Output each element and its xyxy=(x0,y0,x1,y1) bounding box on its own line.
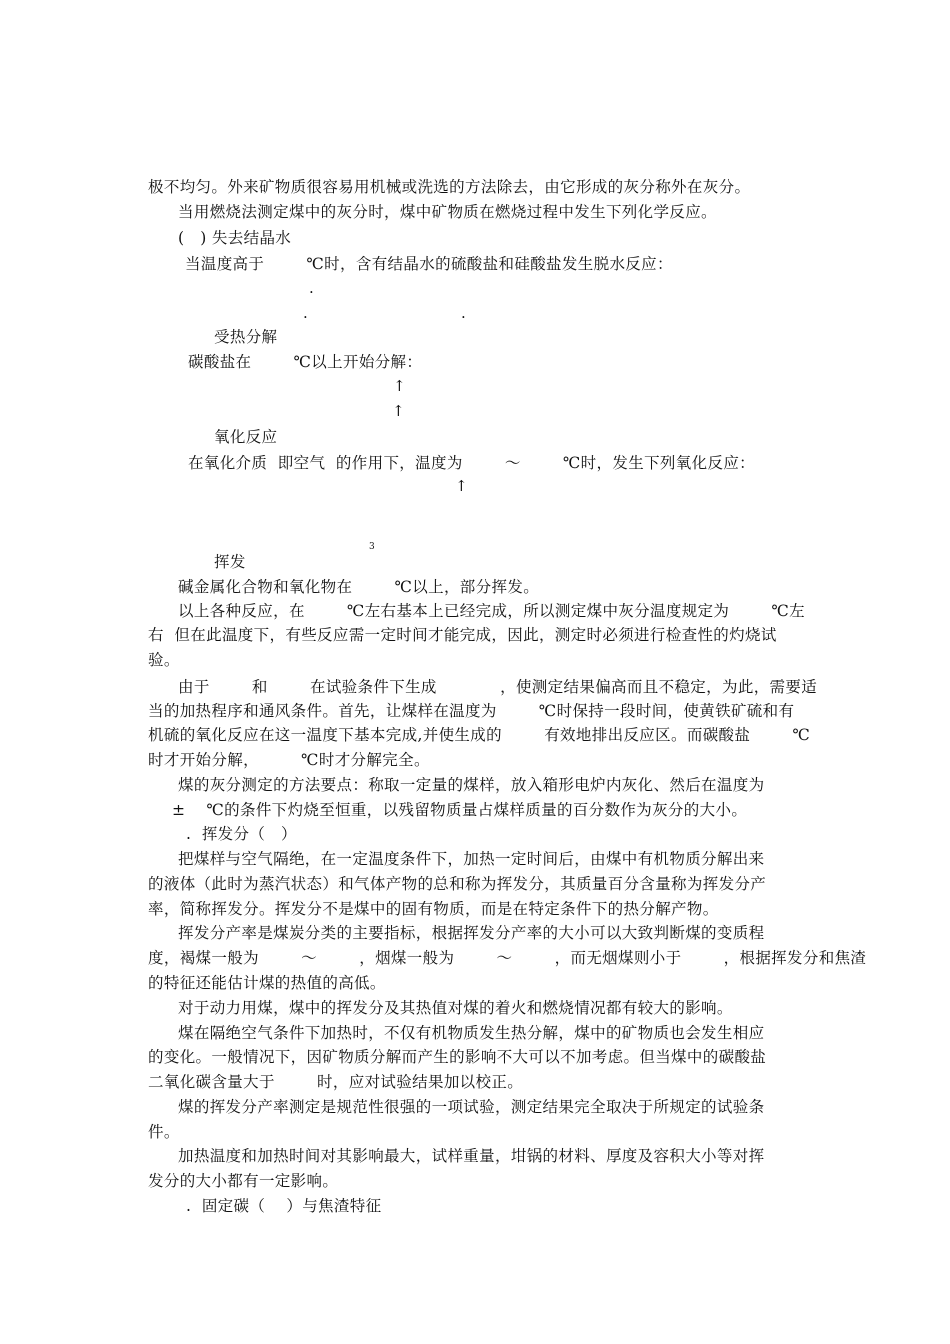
section-heading: 挥发 xyxy=(214,553,246,571)
text-line: 二氧化碳含量大于 时，应对试验结果加以校正。 xyxy=(148,1073,524,1091)
text-line: 当温度高于 ℃时，含有结晶水的硫酸盐和硅酸盐发生脱水反应： xyxy=(185,255,673,273)
text-line: 当用燃烧法测定煤中的灰分时，煤中矿物质在燃烧过程中发生下列化学反应。 xyxy=(178,203,717,221)
superscript-mark: 3 xyxy=(369,542,375,552)
text-line: 碱金属化合物和氧化物在 ℃以上，部分挥发。 xyxy=(178,578,540,596)
section-heading: . 挥发分（ ） xyxy=(186,825,297,843)
text-line: 碳酸盐在 ℃以上开始分解： xyxy=(188,353,423,371)
text-line: 以上各种反应，在 ℃左右基本上已经完成，所以测定煤中灰分温度规定为 ℃左 xyxy=(178,602,806,620)
section-heading: 氧化反应 xyxy=(214,428,278,446)
text-line: 的变化。一般情况下，因矿物质分解而产生的影响不大可以不加考虑。但当煤中的碳酸盐 xyxy=(148,1048,767,1066)
text-line: 煤的挥发分产率测定是规范性很强的一项试验，测定结果完全取决于所规定的试验条 xyxy=(178,1098,765,1116)
text-line: 煤的灰分测定的方法要点：称取一定量的煤样，放入箱形电炉内灰化、然后在温度为 xyxy=(178,776,765,794)
text-line: 由于 和 在试验条件下生成 ，使测定结果偏高而且不稳定，为此，需要适 xyxy=(178,678,818,696)
text-line: 挥发分产率是煤炭分类的主要指标，根据挥发分产率的大小可以大致判断煤的变质程 xyxy=(178,924,765,942)
text-line: 煤在隔绝空气条件下加热时，不仅有机物质发生热分解，煤中的矿物质也会发生相应 xyxy=(178,1024,765,1042)
text-line: 当的加热程序和通风条件。首先，让煤样在温度为 ℃时保持一段时间，使黄铁矿硫和有 xyxy=(148,702,795,720)
arrow-up-icon: ↑ xyxy=(455,477,468,495)
text-line: 把煤样与空气隔绝，在一定温度条件下，加热一定时间后，由煤中有机物质分解出来 xyxy=(178,850,765,868)
text-line: 的特征还能估计煤的热值的高低。 xyxy=(148,974,386,992)
formula-placeholder: . xyxy=(303,304,308,322)
text-line: ( ) 失去结晶水 xyxy=(178,229,292,247)
section-heading: . 固定碳（ ）与焦渣特征 xyxy=(186,1197,382,1215)
text-line: 的液体（此时为蒸汽状态）和气体产物的总和称为挥发分，其质量百分含量称为挥发分产 xyxy=(148,875,767,893)
formula-placeholder: . xyxy=(309,279,314,297)
arrow-up-icon: ↑ xyxy=(393,377,406,395)
formula-placeholder: . xyxy=(461,304,466,322)
text-line: 时才开始分解， ℃时才分解完全。 xyxy=(148,751,430,769)
arrow-up-icon: ↑ xyxy=(392,402,405,420)
text-line: 发分的大小都有一定影响。 xyxy=(148,1172,339,1190)
text-line: 对于动力用煤，煤中的挥发分及其热值对煤的着火和燃烧情况都有较大的影响。 xyxy=(178,999,733,1017)
text-line: 加热温度和加热时间对其影响最大，试样重量，坩锅的材料、厚度及容积大小等对挥 xyxy=(178,1147,765,1165)
text-line: 极不均匀。外来矿物质很容易用机械或洗选的方法除去，由它形成的灰分称外在灰分。 xyxy=(148,178,751,196)
section-heading: 受热分解 xyxy=(214,328,278,346)
text-line: 在氧化介质 即空气 的作用下，温度为 ～ ℃时，发生下列氧化反应： xyxy=(188,454,756,472)
text-line: 率，简称挥发分。挥发分不是煤中的固有物质，而是在特定条件下的热分解产物。 xyxy=(148,900,719,918)
text-line: 度，褐煤一般为 ～ ，烟煤一般为 ～ ，而无烟煤则小于 ，根据挥发分和焦渣 xyxy=(148,949,867,967)
text-line: 机硫的氧化反应在这一温度下基本完成,并使生成的 有效地排出反应区。而碳酸盐 ℃ xyxy=(148,726,811,744)
text-line: 件。 xyxy=(148,1123,180,1141)
text-line: 验。 xyxy=(148,651,180,669)
text-line: ± ℃的条件下灼烧至恒重，以残留物质量占煤样质量的百分数作为灰分的大小。 xyxy=(172,801,748,819)
text-line: 右 但在此温度下，有些反应需一定时间才能完成，因此，测定时必须进行检查性的灼烧试 xyxy=(148,626,777,644)
